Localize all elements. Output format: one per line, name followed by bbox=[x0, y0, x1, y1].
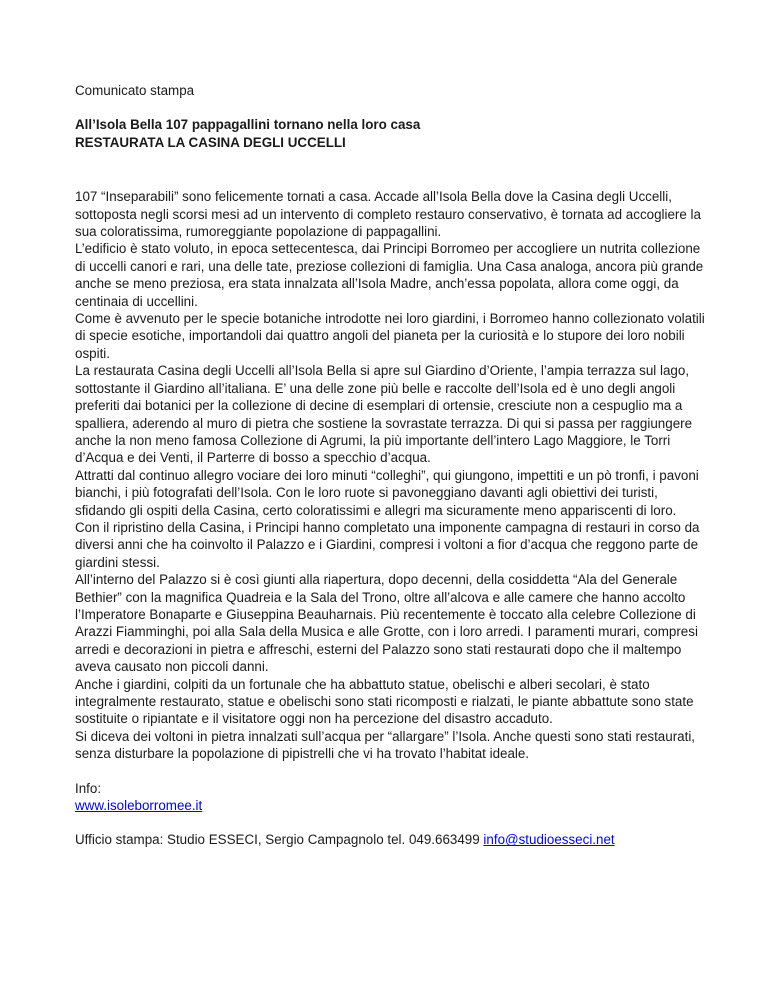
document-label: Comunicato stampa bbox=[75, 83, 195, 98]
paragraph: 107 “Inseparabili” sono felicemente tornati a casa. Accade all’Isola Bella dove la Casina degli Uccelli, sottoposta negli scorsi mesi ad un intervento di completo restauro conservativo, è tornata ad accogliere la sua coloratissima, rumoreggiante popolazione di pappagallini. bbox=[75, 189, 701, 240]
press-email-link[interactable]: info@studioesseci.net bbox=[483, 832, 615, 848]
website-link[interactable]: www.isoleborromee.it bbox=[75, 798, 203, 814]
title-block bbox=[75, 116, 705, 151]
headline: All’Isola Bella 107 pappagallini tornano nella loro casa bbox=[75, 117, 421, 133]
paragraph: Anche i giardini, colpiti da un fortunale che ha abbattuto statue, obelischi e alberi secolari, è stato integralmente restaurato, statue e obelischi sono stati ricomposti e rialzati, le piante abbattute sono state sostituite o ripiantate e il visitatore oggi non ha percezione del disastro accaduto. bbox=[75, 676, 694, 727]
info-section bbox=[75, 780, 705, 815]
paragraph: Si diceva dei voltoni in pietra innalzati sull’acqua per “allargare” l’Isola. Anche questi sono stati restaurati, senza disturbare la popolazione di pipistrelli che vi ha trovato l’habitat ideale. bbox=[75, 728, 696, 762]
info-label: Info: bbox=[75, 780, 102, 796]
paragraph: Con il ripristino della Casina, i Principi hanno completato una imponente campagna di restauri in corso da diversi anni che ha coinvolto il Palazzo e i Giardini, compresi i voltoni a fior d’acqua che reggono parte de giardini stessi. bbox=[75, 519, 700, 570]
paragraph: La restaurata Casina degli Uccelli all’Isola Bella si apre sul Giardino d’Oriente, l’ampia terrazza sul lago, sottostante il Giardino all’italiana. E’ una delle zone più belle e raccolte dell’Isola ed è uno degli angoli preferiti dai botanici per la collezione di decine di esemplari di ortensie, cresciute non a cespuglio ma a spalliera, aderendo al muro di pietra che sostiene la sovrastate terrazza. Di qui si passa per raggiungere anche la non meno famosa Collezione di Agrumi, la più importante dell’intero Lago Maggiore, le Torri d’Acqua e dei Venti, il Parterre di bosso a specchio d’acqua. bbox=[75, 363, 693, 466]
paragraph: Come è avvenuto per le specie botaniche introdotte nei loro giardini, i Borromeo hanno collezionato volatili di specie esotiche, importandoli dai quattro angoli del pianeta per la curiosità e lo stupore dei loro nobili ospiti. bbox=[75, 311, 705, 361]
article-body bbox=[75, 188, 705, 762]
paragraph: L’edificio è stato voluto, in epoca settecentesca, dai Principi Borromeo per accogliere un nutrita collezione di uccelli canori e rari, una delle tate, preziose collezioni di famiglia. Una Casa analoga, ancora più grande anche se meno preziosa, era stata innalzata all’Isola Madre, anch’essa popolata, allora come oggi, da centinaia di uccellini. bbox=[75, 241, 704, 309]
paragraph: Attratti dal continuo allegro vociare dei loro minuti “colleghi”, qui giungono, impettiti e un pò tronfi, i pavoni bianchi, i più fotografati dell’Isola. Con le loro ruote si pavoneggiano davanti agli obiettivi dei turisti, sfidando gli ospiti della Casina, certo coloratissimi e allegri ma sicuramente meno appariscenti di loro. bbox=[75, 467, 699, 518]
subheadline: RESTAURATA LA CASINA DEGLI UCCELLI bbox=[75, 134, 346, 150]
press-office-text: Ufficio stampa: Studio ESSECI, Sergio Campagnolo tel. 049.663499 bbox=[75, 832, 484, 848]
paragraph: All’interno del Palazzo si è così giunti alla riapertura, dopo decenni, della cosiddetta “Ala del Generale Bethier” con la magnifica Quadreia e la Sala del Trono, oltre all’alcova e alle camere che hanno accolto l’Imperatore Bonaparte e Giuseppina Beauharnais. Più recentemente è toccato alla celebre Collezione di Arazzi Fiamminghi, poi alla Sala della Musica e alle Grotte, con i loro arredi. I paramenti murari, compresi arredi e decorazioni in pietra e affreschi, esterni del Palazzo sono stati restaurati dopo che il maltempo aveva causato non piccoli danni. bbox=[75, 572, 698, 675]
press-release-document bbox=[75, 82, 705, 849]
press-office-line bbox=[75, 831, 705, 848]
